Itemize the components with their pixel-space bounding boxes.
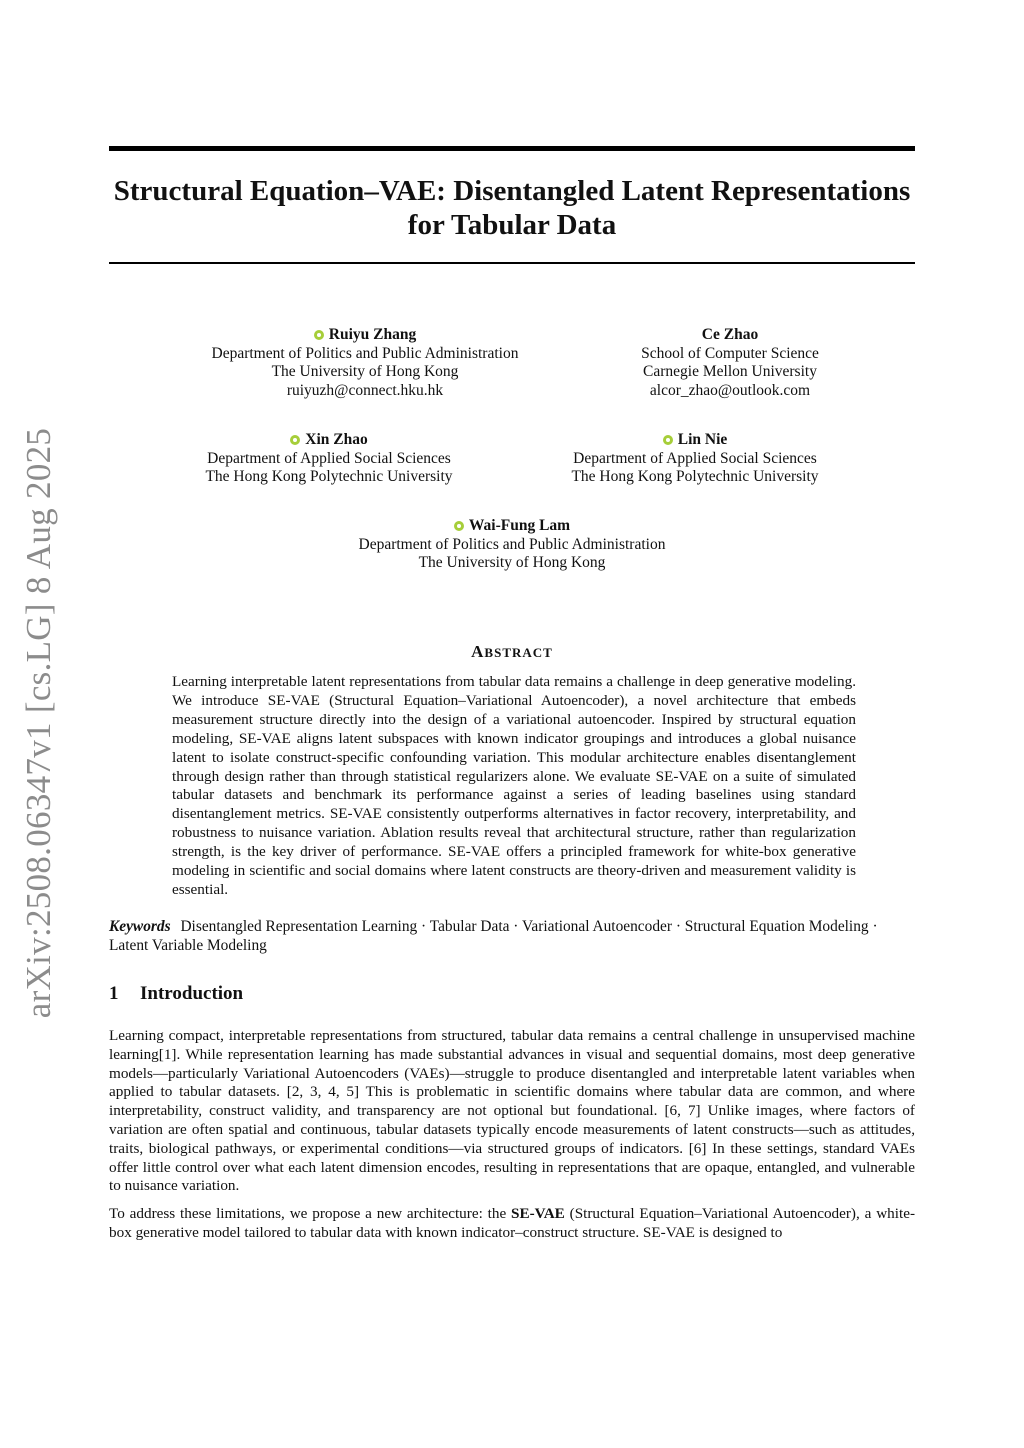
- keywords: [109, 917, 909, 955]
- se-vae-term: SE-VAE: [511, 1205, 565, 1222]
- title-top-rule: [109, 146, 915, 151]
- orcid-icon[interactable]: [663, 435, 673, 445]
- author-block-2: [600, 326, 860, 401]
- orcid-icon[interactable]: [454, 521, 464, 531]
- intro-paragraph-1: Learning compact, interpretable representations from structured, tabular data remains a central challenge in unsupervised machine learning[1]. While representation learning has made substantial advances in visual and sequential domains, most deep generative models—particularly Variational Autoencoders (VAEs)—struggle to produce disentangled and interpretable latent variables when applied to tabular datasets. [2, 3, 4, 5] This is problematic in scientific domains where tabular data are common, and where interpretability, construct validity, and transparency are not optional but foundational. [6, 7] Unlike images, where factors of variation are often spatial and continuous, tabular datasets typically encode measurements of latent constructs—such as attitudes, traits, biological pathways, or experimental conditions—via structured groups of indicators. [6] In these settings, standard VAEs offer little control over what each latent dimension encodes, resulting in representations that are opaque, entangled, and vulnerable to nuisance variation.: [109, 1027, 915, 1195]
- arxiv-identifier: arXiv:2508.06347v1 [cs.LG] 8 Aug 2025: [19, 427, 59, 1019]
- arxiv-sidebar-stamp: [14, 428, 64, 1018]
- author-institution: The University of Hong Kong: [418, 554, 606, 572]
- paper-title-line-1: Structural Equation–VAE: Disentangled Latent Representations: [113, 175, 911, 207]
- author-institution: The Hong Kong Polytechnic University: [205, 468, 453, 486]
- abstract-heading: ABSTRACT: [471, 642, 553, 661]
- author-block-4: [545, 431, 845, 487]
- author-name: Lin Nie: [677, 431, 728, 448]
- keywords-label: Keywords: [109, 918, 171, 935]
- author-name: Ce Zhao: [701, 326, 759, 343]
- author-block-1: [180, 326, 550, 401]
- section-title: Introduction: [140, 983, 244, 1004]
- author-institution: The University of Hong Kong: [271, 363, 459, 381]
- author-block-5: [312, 517, 712, 573]
- intro-paragraph-2: To address these limitations, we propose a new architecture: the SE-VAE (Structural Equation–Variational Autoencoder), a white-box generative model tailored to tabular data with known indicator–construct structure. SE-VAE is designed to: [109, 1205, 916, 1241]
- author-name: Xin Zhao: [305, 431, 368, 448]
- orcid-icon[interactable]: [314, 330, 324, 340]
- author-institution: Carnegie Mellon University: [643, 363, 817, 381]
- abstract-text: Learning interpretable latent representations from tabular data remains a challenge in deep generative modeling. We introduce SE-VAE (Structural Equation–Variational Autoencoder), a novel architecture that embeds measurement structure directly into the design of a variational autoencoder. Inspired by structural equation modeling, SE-VAE aligns latent subspaces with known indicator groupings and introduces a global nuisance latent to isolate construct-specific confounding variation. This modular architecture enables disentanglement through design rather than through statistical regularizers alone. We evaluate SE-VAE on a suite of simulated tabular datasets and benchmark its performance against a series of leading baselines using standard disentanglement metrics. SE-VAE consistently outperforms alternatives in factor recovery, interpretability, and robustness to nuisance variation. Ablation results reveal that architectural structure, rather than regularization strength, is the key driver of performance. SE-VAE offers a principled framework for white-box generative modeling in scientific and social domains where latent constructs are theory-driven and measurement validity is essential.: [172, 673, 856, 898]
- author-block-3: [179, 431, 479, 487]
- keywords-list: Disentangled Representation Learning · Tabular Data · Variational Autoencoder · Structural Equation Modeling · Latent Variable Modeling: [109, 918, 878, 954]
- author-institution: The Hong Kong Polytechnic University: [571, 468, 819, 486]
- author-name: Ruiyu Zhang: [328, 326, 417, 343]
- paper-title-line-2: for Tabular Data: [407, 209, 617, 241]
- paper-title: [109, 174, 915, 242]
- section-heading-introduction: [109, 983, 243, 1005]
- section-number: 1: [109, 983, 119, 1004]
- author-email[interactable]: alcor_zhao@outlook.com: [649, 382, 811, 400]
- author-email[interactable]: ruiyuzh@connect.hku.hk: [286, 382, 444, 400]
- author-department: Department of Applied Social Sciences: [207, 449, 451, 467]
- author-department: Department of Applied Social Sciences: [573, 449, 817, 467]
- author-name: Wai-Fung Lam: [468, 517, 571, 534]
- title-bottom-rule: [109, 262, 915, 264]
- orcid-icon[interactable]: [290, 435, 300, 445]
- author-department: Department of Politics and Public Administration: [358, 535, 666, 553]
- author-department: School of Computer Science: [641, 344, 819, 362]
- author-department: Department of Politics and Public Administration: [211, 344, 519, 362]
